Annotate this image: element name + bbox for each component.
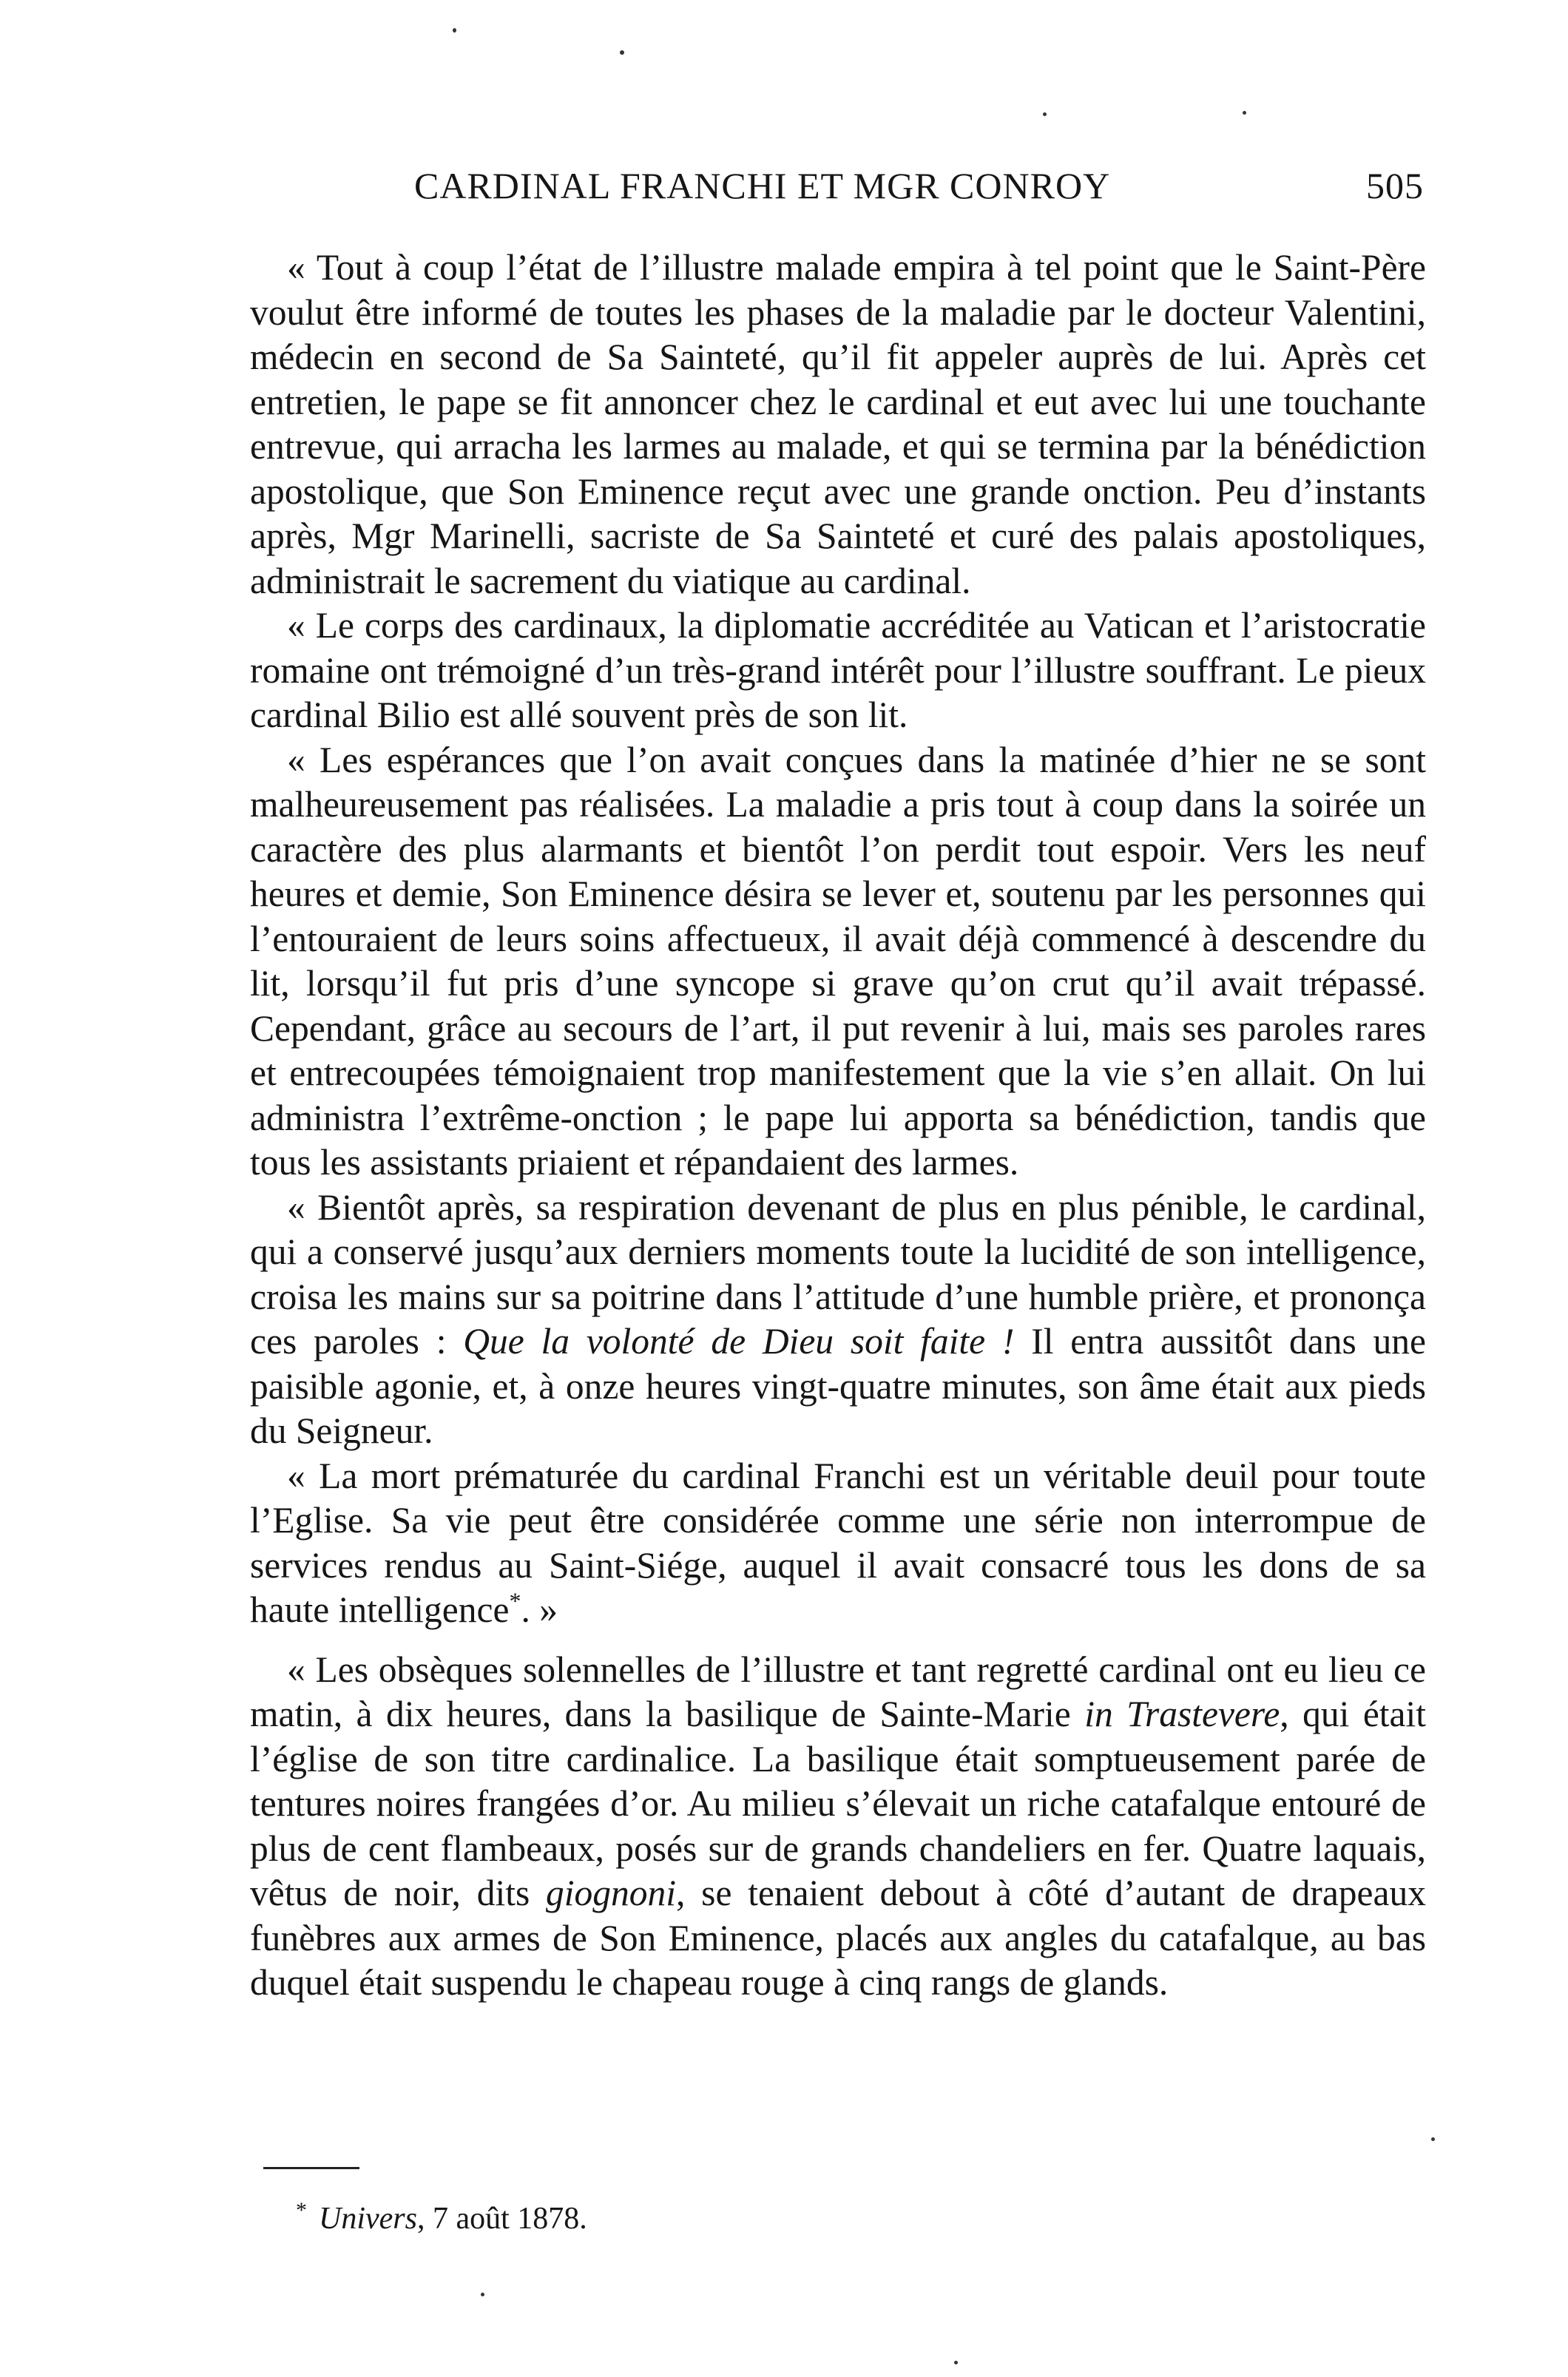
scan-speck	[954, 2361, 958, 2364]
footnote-reference: *	[509, 1587, 521, 1614]
paragraph-text: , qui était l’église de son titre cardinalice. La basilique était somptueusement parée de tentures noires frangées d’or. Au milieu s’élevait un riche catafalque entouré de plus de cent flambeaux, posés sur de grands chandeliers en fer. Quatre laquais, vêtus de noir, dits	[250, 1694, 1427, 1913]
paragraph	[250, 1454, 1426, 1633]
italic-phrase: in Trastevere	[1084, 1694, 1280, 1734]
running-title: CARDINAL FRANCHI ET MGR CONROY	[414, 165, 1111, 206]
footnote-date: , 7 août 1878.	[416, 2202, 587, 2236]
italic-phrase: Que la volonté de Dieu soit faite !	[463, 1321, 1015, 1362]
italic-phrase: giognoni	[546, 1873, 677, 1913]
scan-speck	[620, 50, 624, 55]
scan-speck	[1431, 2137, 1435, 2141]
paragraph-text: « Tout à coup l’état de l’illustre malade empira à tel point que le Saint-Père voulut être informé de toutes les phases de la maladie par le docteur Valentini, médecin en second de Sa Sainteté, qu’il fit appeler auprès de lui. Après cet entretien, le pape se fit annoncer chez le cardinal et eut avec lui une touchante entrevue, qui arracha les larmes au malade, et qui se termina par la bénédiction apostolique, que Son Eminence reçut avec une grande onction. Peu d’instants après, Mgr Marinelli, sacriste de Sa Sainteté et curé des palais apostoliques, administrait le sacrement du viatique au cardinal.	[250, 247, 1426, 601]
paragraph	[250, 603, 1426, 738]
paragraph	[250, 738, 1426, 1186]
scan-speck	[1243, 111, 1246, 115]
footnote	[296, 2198, 587, 2236]
footnote-source: Univers	[319, 2202, 417, 2236]
scan-speck	[481, 2293, 484, 2296]
paragraph-text: , se tenaient debout à côté d’autant de drapeaux funèbres aux armes de Son Eminence, placés aux angles du catafalque, au bas duquel était suspendu le chapeau rouge à cinq rangs de glands.	[250, 1873, 1426, 2003]
paragraph-text: « Bientôt après, sa respiration devenant de plus en plus pénible, le cardinal, qui a conservé jusqu’aux derniers moments toute la lucidité de son intelligence, croisa les mains sur sa poitrine dans l’attitude d’une humble prière, et prononça ces paroles :	[250, 1186, 1426, 1362]
paragraph-text: « Les obsèques solennelles de l’illustre et tant regretté cardinal ont eu lieu ce matin, à dix heures, dans la basilique de Sainte-Marie	[250, 1649, 1426, 1734]
scan-speck	[453, 28, 456, 33]
footnote-marker: *	[296, 2198, 307, 2222]
paragraph	[250, 246, 1426, 603]
paragraph-text: « Le corps des cardinaux, la diplomatie accréditée au Vatican et l’aristocratie romaine ont trémoigné d’un très-grand intérêt pour l’illustre souffrant. Le pieux cardinal Bilio est allé souvent près de son lit.	[250, 605, 1426, 735]
paragraph	[250, 1186, 1426, 1454]
paragraph-text: . »	[521, 1589, 558, 1630]
paragraph-text: « La mort prématurée du cardinal Franchi est un véritable deuil pour toute l’Eglise. Sa vie peut être considérée comme une série non interrompue de services rendus au Saint-Siége, auquel il avait consacré tous les dons de sa haute intelligence	[250, 1455, 1426, 1630]
body-text	[250, 246, 1426, 2006]
scan-speck	[1043, 112, 1047, 116]
footnote-rule	[263, 2167, 359, 2169]
paragraph-text: Il entra aussitôt dans une paisible agonie, et, à onze heures vingt-quatre minutes, son âme était aux pieds du Seigneur.	[250, 1321, 1427, 1451]
paragraph-text: « Les espérances que l’on avait conçues dans la matinée d’hier ne se sont malheureusement pas réalisées. La maladie a pris tout à coup dans la soirée un caractère des plus alarmants et bientôt l’on perdit tout espoir. Vers les neuf heures et demie, Son Eminence désira se lever et, soutenu par les personnes qui l’entouraient de leurs soins affectueux, il avait déjà commencé à descendre du lit, lorsqu’il fut pris d’une syncope si grave qu’on crut qu’il avait trépassé. Cependant, grâce au secours de l’art, il put revenir à lui, mais ses paroles rares et entrecoupées témoignaient trop manifestement que la vie s’en allait. On lui administra l’extrême-onction ; le pape lui apporta sa bénédiction, tandis que tous les assistants priaient et répandaient des larmes.	[250, 739, 1426, 1183]
page-number: 505	[1366, 165, 1424, 206]
page-header	[251, 164, 1424, 216]
paragraph	[250, 1648, 1426, 2006]
